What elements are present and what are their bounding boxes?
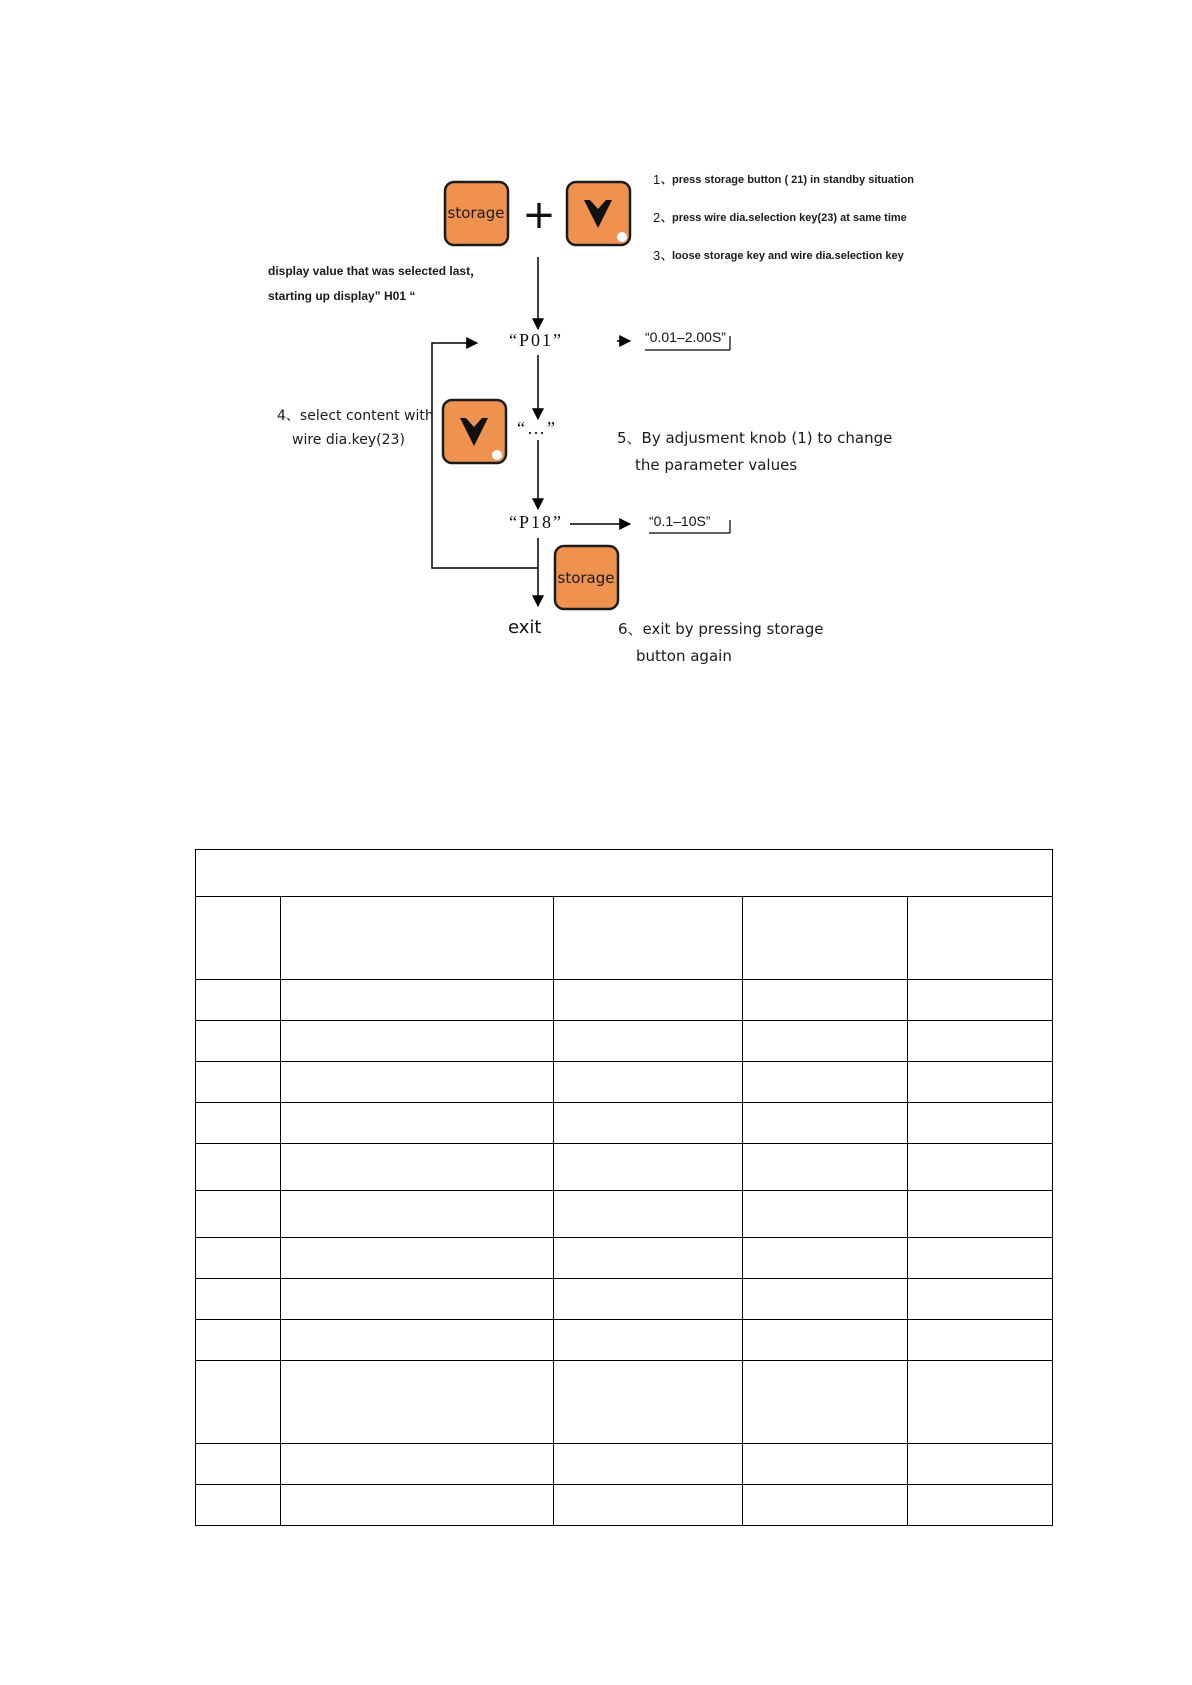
table-cell xyxy=(908,1238,1053,1279)
parameter-setting-flow-diagram xyxy=(0,0,1192,700)
table-row xyxy=(196,1279,1053,1320)
table-cell xyxy=(281,1021,554,1062)
table-row xyxy=(196,1320,1053,1361)
step-6-line-2: button again xyxy=(636,647,732,665)
table-cell xyxy=(281,1485,554,1526)
table-cell xyxy=(908,980,1053,1021)
table-cell xyxy=(196,980,281,1021)
table-cell xyxy=(554,1238,743,1279)
code-p18: “P18” xyxy=(509,512,563,532)
table-header-cell xyxy=(908,897,1053,980)
storage-key-top[interactable] xyxy=(445,182,508,245)
range-p01: “0.01–2.00S” xyxy=(645,329,726,345)
table-cell xyxy=(281,1320,554,1361)
svg-text:3: 3 xyxy=(653,248,661,263)
table-cell xyxy=(743,1320,908,1361)
table-cell xyxy=(908,1320,1053,1361)
table-cell xyxy=(743,1062,908,1103)
table-cell xyxy=(554,1279,743,1320)
table-cell xyxy=(196,1062,281,1103)
table-cell xyxy=(281,1144,554,1191)
code-ellipsis: “…” xyxy=(517,418,557,438)
table-cell xyxy=(908,1279,1053,1320)
note-line-1: display value that was selected last， xyxy=(268,264,483,278)
table-cell xyxy=(554,980,743,1021)
table-cell xyxy=(196,1279,281,1320)
table-cell xyxy=(281,1062,554,1103)
table-cell xyxy=(743,1144,908,1191)
svg-text:2: 2 xyxy=(653,210,661,225)
table-row xyxy=(196,980,1053,1021)
indicator-dot-icon xyxy=(617,232,627,242)
table-cell xyxy=(743,1191,908,1238)
table-cell xyxy=(554,1444,743,1485)
code-p01: “P01” xyxy=(509,330,563,350)
table-cell xyxy=(554,1485,743,1526)
table-header-cell xyxy=(554,897,743,980)
table-cell xyxy=(554,1062,743,1103)
table-cell xyxy=(281,1444,554,1485)
table-cell xyxy=(908,1361,1053,1444)
table-cell xyxy=(743,1361,908,1444)
plus-sign: + xyxy=(522,192,556,238)
table-cell xyxy=(908,1103,1053,1144)
table-cell xyxy=(554,1361,743,1444)
svg-text:、press storage button ( 21) in: 、press storage button ( 21) in standby situation xyxy=(661,174,915,186)
range-p18: “0.1–10S” xyxy=(649,513,711,529)
table-cell xyxy=(743,1279,908,1320)
table-row xyxy=(196,1191,1053,1238)
exit-label: exit xyxy=(508,617,542,638)
step-5-line-2: the parameter values xyxy=(635,456,798,474)
svg-text:1: 1 xyxy=(653,172,661,187)
table-cell xyxy=(908,1021,1053,1062)
step-1 xyxy=(653,172,914,187)
table-cell xyxy=(743,980,908,1021)
step-4-line-2: wire dia.key(23) xyxy=(292,432,405,448)
svg-text:、loose storage key and wire di: 、loose storage key and wire dia.selection key xyxy=(661,250,904,262)
table-cell xyxy=(196,1320,281,1361)
table-cell xyxy=(908,1144,1053,1191)
table-cell xyxy=(196,1191,281,1238)
table-cell xyxy=(554,1191,743,1238)
table-cell xyxy=(196,1444,281,1485)
table-cell xyxy=(196,1238,281,1279)
table-row xyxy=(196,1021,1053,1062)
svg-text:、press wire dia.selection key(: 、press wire dia.selection key(23) at same time xyxy=(661,212,907,224)
table-cell xyxy=(554,1103,743,1144)
table-cell xyxy=(281,1361,554,1444)
step-5-line-1: 5、By adjusment knob (1) to change xyxy=(617,429,893,447)
table-header-cell xyxy=(196,897,281,980)
table-cell xyxy=(281,1238,554,1279)
table-cell xyxy=(908,1444,1053,1485)
table-title-row xyxy=(196,850,1053,897)
table-cell xyxy=(908,1485,1053,1526)
table-cell xyxy=(281,1191,554,1238)
storage-key-bottom-label: storage xyxy=(557,569,615,587)
table-cell xyxy=(196,1021,281,1062)
table-header-row xyxy=(196,897,1053,980)
step-6-line-1: 6、exit by pressing storage xyxy=(618,620,824,638)
table-cell xyxy=(908,1191,1053,1238)
table-title xyxy=(196,850,1053,897)
table-cell xyxy=(554,1320,743,1361)
table-row xyxy=(196,1103,1053,1144)
table-cell xyxy=(196,1485,281,1526)
table-row xyxy=(196,1485,1053,1526)
note-line-2: starting up display” H01 “ xyxy=(268,289,416,303)
parameter-table xyxy=(195,849,1053,1526)
table-header-cell xyxy=(281,897,554,980)
table-cell xyxy=(743,1021,908,1062)
table-cell xyxy=(196,1144,281,1191)
table-cell xyxy=(281,1103,554,1144)
table-cell xyxy=(743,1485,908,1526)
table-cell xyxy=(281,1279,554,1320)
table-row xyxy=(196,1238,1053,1279)
step-2 xyxy=(653,210,907,225)
table-cell xyxy=(743,1103,908,1144)
table-row xyxy=(196,1144,1053,1191)
table-row xyxy=(196,1444,1053,1485)
storage-key-bottom[interactable] xyxy=(555,546,618,609)
indicator-dot-icon xyxy=(492,450,502,460)
table-cell xyxy=(908,1062,1053,1103)
table-cell xyxy=(554,1144,743,1191)
storage-key-top-label: storage xyxy=(447,204,505,222)
table-cell xyxy=(743,1444,908,1485)
wire-dia-key-top[interactable] xyxy=(567,182,630,245)
table-cell xyxy=(743,1238,908,1279)
table-row xyxy=(196,1361,1053,1444)
wire-dia-key-middle[interactable] xyxy=(443,400,506,463)
table-cell xyxy=(196,1361,281,1444)
table-row xyxy=(196,1062,1053,1103)
table-header-cell xyxy=(743,897,908,980)
table-cell xyxy=(554,1021,743,1062)
table-cell xyxy=(281,980,554,1021)
step-3 xyxy=(653,248,905,263)
step-4-line-1: 4、select content with xyxy=(277,408,434,424)
table-cell xyxy=(196,1103,281,1144)
